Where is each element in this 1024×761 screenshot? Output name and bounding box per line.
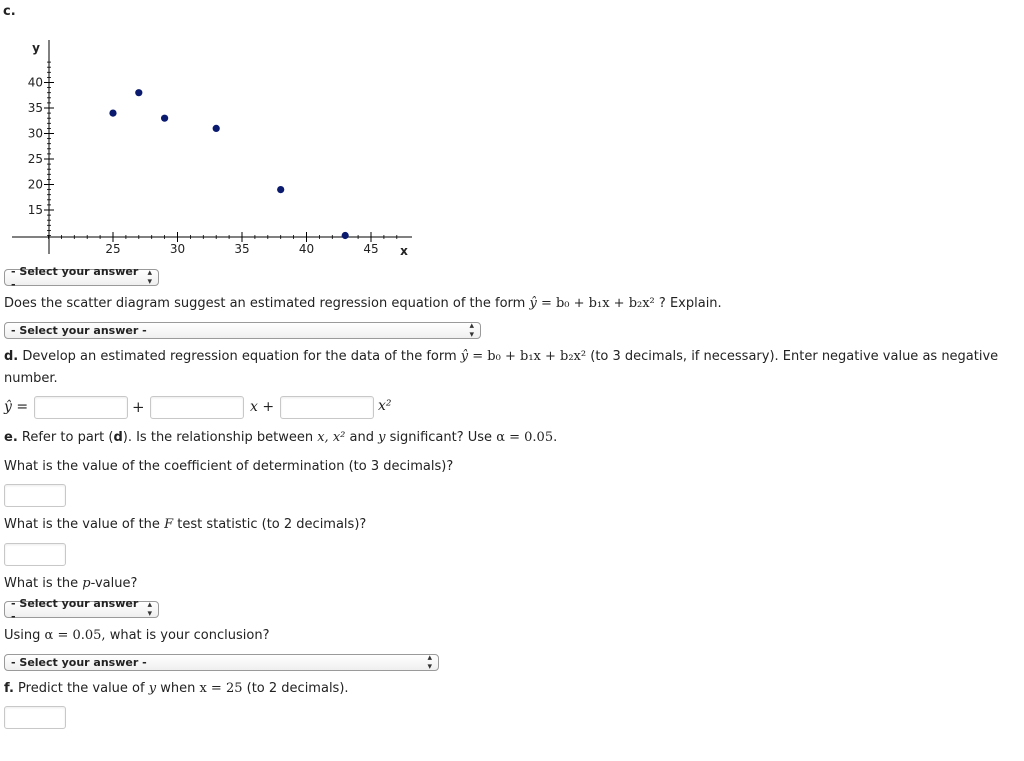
part-f-text-2: (to 2 decimals).	[246, 681, 349, 696]
x-tick-label: 45	[363, 242, 379, 256]
p-value-select[interactable]	[4, 596, 159, 623]
updown-arrows-icon: ▴ ▾	[469, 320, 474, 340]
scatter-chart	[0, 32, 430, 262]
p-symbol: p	[82, 576, 91, 591]
y-tick-label: 30	[27, 126, 43, 141]
x-squared-label: x²	[378, 398, 392, 414]
updown-arrows-icon: ▴ ▾	[147, 267, 152, 287]
y-tick-label: 25	[27, 152, 43, 166]
y-tick-label: 15	[27, 203, 43, 217]
part-d-text-2: (to 3 decimals, if necessary). Enter negative value as negative	[590, 349, 999, 364]
updown-arrows-icon: ▴ ▾	[427, 652, 432, 672]
y-tick-label: 20	[27, 177, 43, 192]
part-c-select-2[interactable]	[4, 322, 481, 339]
conc-question-1: Using	[4, 628, 41, 643]
part-c-label: c.	[3, 4, 16, 19]
data-point	[109, 110, 116, 117]
updown-arrows-icon: ▴ ▾	[147, 599, 152, 619]
y-tick-label: 35	[27, 101, 43, 115]
part-e-text	[4, 430, 557, 445]
part-d-text-3: number.	[4, 371, 58, 386]
r2-question: What is the value of the coefficient of determination (to 3 decimals)?	[4, 459, 454, 474]
x-tick-label: 35	[234, 242, 250, 256]
part-f-label: f.	[4, 681, 14, 696]
y-var: y	[378, 430, 386, 445]
yhat-symbol: ŷ	[529, 296, 537, 311]
x-condition: x = 25	[199, 681, 243, 696]
part-ref: d	[113, 430, 123, 445]
conclusion-question	[4, 628, 269, 643]
data-point	[213, 125, 220, 132]
data-point	[277, 186, 284, 193]
r2-input[interactable]	[4, 484, 66, 507]
plus-sign: +	[132, 398, 145, 416]
prediction-input[interactable]	[4, 706, 66, 729]
part-e-text-1: Refer to part (	[21, 430, 114, 445]
part-c-question	[4, 296, 722, 311]
x-tick-label: 30	[169, 242, 186, 256]
part-d-text-1: Develop an estimated regression equation for the data of the form	[22, 349, 457, 364]
part-f-text-1: Predict the value of	[18, 681, 145, 696]
b2-input[interactable]	[280, 396, 374, 419]
p-question	[4, 576, 137, 591]
x-plus-label: x +	[250, 399, 275, 415]
y-tick-label: 40	[27, 75, 43, 90]
select-label: - Select your answer -	[11, 656, 147, 669]
data-point	[135, 89, 142, 96]
select-label: - Select your answer -	[11, 324, 147, 337]
yhat-symbol: ŷ	[460, 349, 469, 364]
x-axis-label: x	[400, 244, 408, 258]
f-symbol: F	[164, 517, 174, 532]
part-d-text	[4, 349, 998, 364]
regression-formula: = b₀ + b₁x + b₂x²	[540, 296, 655, 311]
select-label: - Select your answer -	[11, 264, 139, 291]
conclusion-select[interactable]	[4, 654, 439, 671]
part-e-text-2: ). Is the relationship between	[122, 430, 314, 445]
part-d-label: d.	[4, 349, 19, 364]
and-word: and	[349, 430, 374, 445]
y-axis-label: y	[32, 41, 40, 55]
select-label: - Select your answer -	[11, 596, 139, 623]
conc-question-2: what is your conclusion?	[109, 628, 270, 643]
x-tick-label: 40	[298, 242, 315, 256]
p-question-2: -value?	[90, 576, 138, 591]
p-question-1: What is the	[4, 576, 79, 591]
alpha-value: α = 0.05.	[496, 430, 558, 445]
data-point	[161, 115, 168, 122]
data-point	[342, 232, 349, 239]
x-tick-label: 25	[105, 242, 121, 256]
part-c-select-1[interactable]	[4, 264, 159, 291]
f-question-2: test statistic (to 2 decimals)?	[177, 517, 367, 532]
vars-x-x2: x, x²	[317, 430, 346, 445]
conc-alpha: α = 0.05,	[44, 628, 106, 643]
regression-formula: = b₀ + b₁x + b₂x²	[472, 349, 587, 364]
b0-input[interactable]	[34, 396, 128, 419]
f-input[interactable]	[4, 543, 66, 566]
question-prefix: Does the scatter diagram suggest an estimated regression equation of the form	[4, 296, 526, 311]
eq-lhs: ŷ =	[4, 399, 29, 415]
part-f-text	[4, 681, 349, 696]
part-e-label: e.	[4, 430, 18, 445]
f-question	[4, 517, 366, 532]
part-e-text-3: significant? Use	[389, 430, 493, 445]
question-suffix: ? Explain.	[658, 296, 722, 311]
when-word: when	[160, 681, 196, 696]
f-question-1: What is the value of the	[4, 517, 160, 532]
b1-input[interactable]	[150, 396, 244, 419]
y-var: y	[148, 681, 157, 696]
